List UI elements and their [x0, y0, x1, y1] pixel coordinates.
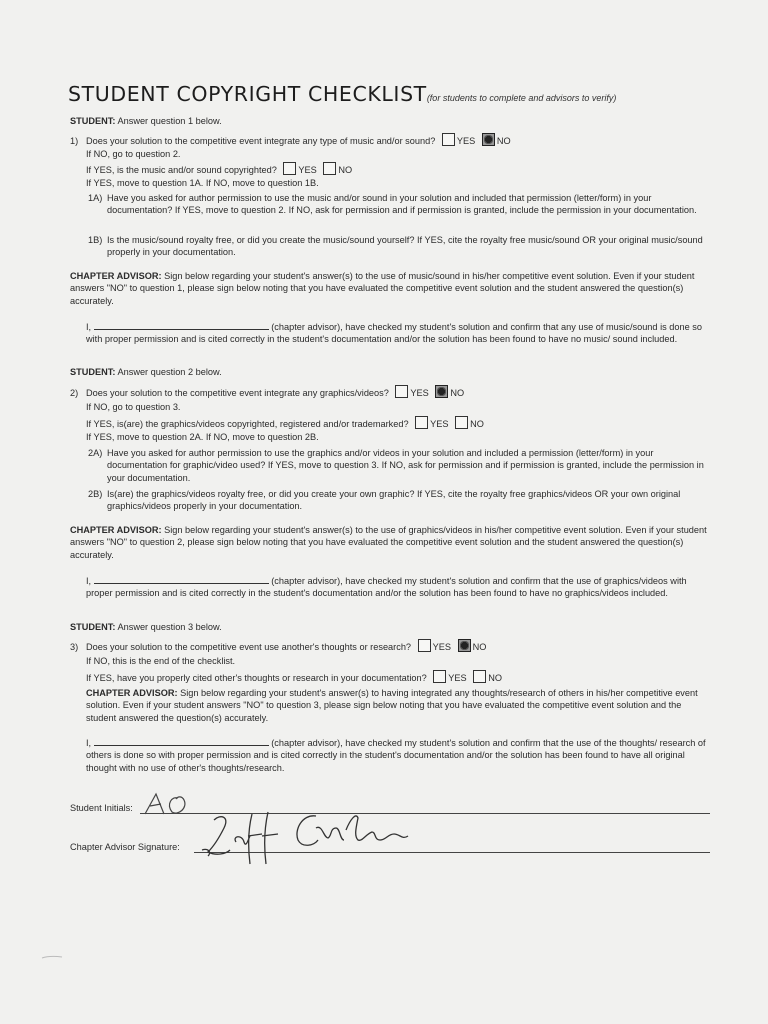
title-main: STUDENT COPYRIGHT CHECKLIST [68, 82, 427, 106]
student-initials-label: Student Initials: [70, 803, 133, 813]
q2-advisor-confirmation: I, (chapter advisor), have checked my student's solution and confirm that the use of graphics/videos with proper permission and is cited correctly in the student's documentation and/or the solution has been found to have no graphics/videos included. [86, 576, 687, 599]
q2-question-row: 2) Does your solution to the competitive event integrate any graphics/videos? YES NO [70, 385, 464, 399]
q1-copyright-yes-checkbox[interactable] [283, 162, 296, 175]
q2-if-no: If NO, go to question 3. [86, 402, 181, 412]
q1-yes-checkbox[interactable] [442, 133, 455, 146]
q3-intro: STUDENT: Answer question 3 below. [70, 622, 222, 632]
q3-advisor-name-field[interactable] [94, 736, 269, 746]
advisor-signature-handwriting [190, 806, 420, 868]
q1-if-no: If NO, go to question 2. [86, 149, 181, 159]
q1a-number: 1A) [88, 193, 103, 203]
q1-question-row: 1) Does your solution to the competitive event integrate any type of music and/or sound? YES NO [70, 133, 511, 147]
advisor-signature-label: Chapter Advisor Signature: [70, 842, 180, 852]
q2a-text: Have you asked for author permission to use the graphics and/or videos in your solution and included a permission (letter/form) in your documentation for graphic/video used? If YES, move to question 3. If NO, ask for permission and if permission is granted, include the permission in your documentation. [107, 448, 704, 483]
q3-question-row: 3) Does your solution to the competitive event use another's thoughts or research? YES NO [70, 639, 486, 653]
q2a-number: 2A) [88, 448, 103, 458]
q1-copyright-no-checkbox[interactable] [323, 162, 336, 175]
q1-route: If YES, move to question 1A. If NO, move to question 1B. [86, 178, 319, 188]
q2-question: Does your solution to the competitive event integrate any graphics/videos? [86, 388, 389, 398]
q2b-text: Is(are) the graphics/videos royalty free, or did you create your own graphic? If YES, cite the royalty free graphics/videos OR your own original graphics/videos properly in your documentation. [107, 489, 681, 512]
q3-cited-yes-checkbox[interactable] [433, 670, 446, 683]
q3-advisor-confirmation: I, (chapter advisor), have checked my student's solution and confirm that the use of the thoughts/ research of others is done so with proper permission and is cited correctly in the student's documentation and/or the solution has been found to have all original thought with no use of other's thoughts/research. [86, 738, 706, 773]
q3-if-yes-row: If YES, have you properly cited other's thoughts or research in your documentation? YES NO [86, 670, 502, 684]
q1-advisor-name-field[interactable] [94, 320, 269, 330]
q2-advisor-name-field[interactable] [94, 574, 269, 584]
q2-intro: STUDENT: Answer question 2 below. [70, 367, 222, 377]
q3-no-checkbox[interactable] [458, 639, 471, 652]
q1b-number: 1B) [88, 235, 103, 245]
q1b-text: Is the music/sound royalty free, or did you create the music/sound yourself? If YES, cite the royalty free music/sound OR your original music/sound properly in your documentation. [107, 235, 703, 258]
q1-no-checkbox[interactable] [482, 133, 495, 146]
title-subtitle: (for students to complete and advisors to verify) [426, 93, 617, 103]
q2-if-yes-row: If YES, is(are) the graphics/videos copyrighted, registered and/or trademarked? YES NO [86, 416, 484, 430]
q2-copyright-yes-checkbox[interactable] [415, 416, 428, 429]
q1-number: 1) [70, 136, 79, 146]
page-title [68, 82, 616, 106]
q1-if-yes-row: If YES, is the music and/or sound copyrighted? YES NO [86, 162, 352, 176]
q2b-number: 2B) [88, 489, 103, 499]
q2-advisor-instructions: CHAPTER ADVISOR: Sign below regarding your student's answer(s) to the use of graphics/videos in his/her competitive event solution. Even if your student answers "NO" to question 2, please sign below noting that you have evaluated the competitive event solution and the student answered the question(s) accurately. [70, 525, 707, 560]
q3-advisor-instructions: CHAPTER ADVISOR: Sign below regarding your student's answer(s) to having integrated any thoughts/research of others in his/her competitive event solution. Even if your student answers "NO" to question 3, please sign below noting that you have evaluated the competitive event solution and the student answered the question(s) accurately. [86, 688, 698, 723]
q3-yes-checkbox[interactable] [418, 639, 431, 652]
q2-no-checkbox[interactable] [435, 385, 448, 398]
q2-number: 2) [70, 388, 79, 398]
q2-yes-checkbox[interactable] [395, 385, 408, 398]
q1-advisor-confirmation: I, (chapter advisor), have checked my student's solution and confirm that any use of music/sound is done so with proper permission and is cited correctly in the student's documentation and/or the solution has been found to have no music/ sound included. [86, 322, 702, 345]
q1-advisor-instructions: CHAPTER ADVISOR: Sign below regarding your student's answer(s) to the use of music/sound in his/her competitive event solution. Even if your student answers "NO" to question 1, please sign below noting that you have evaluated the competitive event solution and the student answered the question(s) accurately. [70, 271, 695, 306]
q2-copyright-no-checkbox[interactable] [455, 416, 468, 429]
q1-question: Does your solution to the competitive event integrate any type of music and/or sound? [86, 136, 436, 146]
q3-number: 3) [70, 642, 79, 652]
scan-artifact [40, 952, 70, 962]
q3-if-no: If NO, this is the end of the checklist. [86, 656, 236, 666]
q2-route: If YES, move to question 2A. If NO, move to question 2B. [86, 432, 319, 442]
q3-question: Does your solution to the competitive event use another's thoughts or research? [86, 642, 412, 652]
q1a-text: Have you asked for author permission to use the music and/or sound in your solution and included that permission (letter/form) in your documentation? If YES, move to question 2. If NO, ask for permission and if permission is granted, include the permission in your documentation. [107, 193, 697, 216]
q1-intro: STUDENT: Answer question 1 below. [70, 116, 222, 126]
q3-cited-no-checkbox[interactable] [473, 670, 486, 683]
